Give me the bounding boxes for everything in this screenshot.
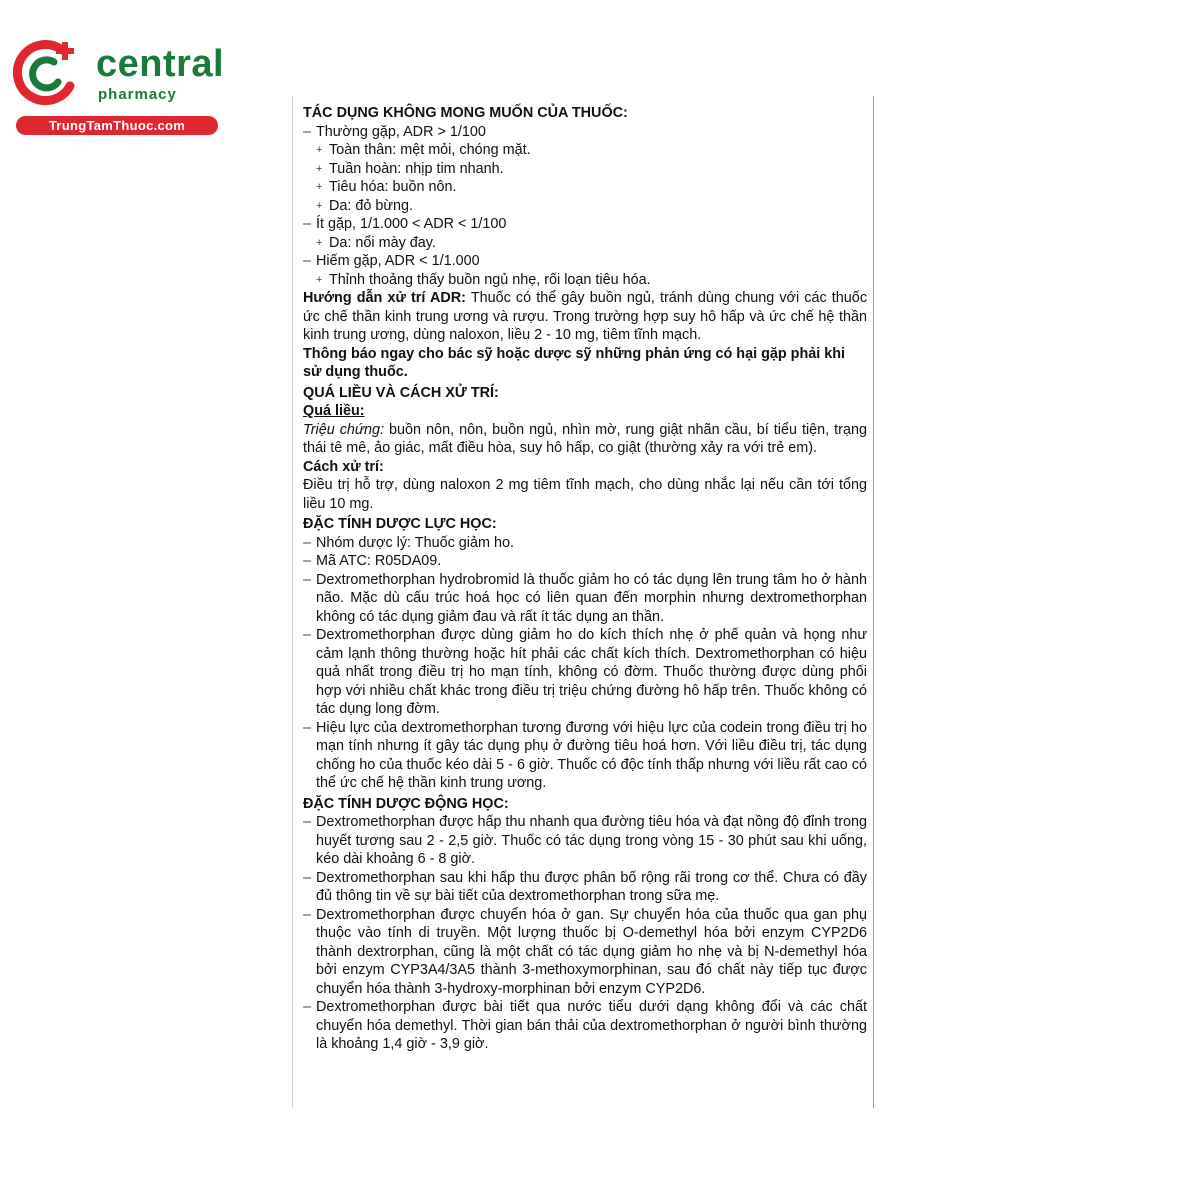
list-item: – Dextromethorphan được chuyển hóa ở gan. Sự chuyển hóa của thuốc qua gan phụ thuộc vào tính di truyền. Một lượng thuốc bị O-demethyl hóa bởi enzym CYP2D6 thành dextrorphan, cũng là một chất có tác dụng giảm ho nhẹ và bị N-demethyl hóa bởi enzym CYP3A4/3A5 thành 3-methoxymorphinan, sau đó chất này tiếp tục được chuyển hóa thành 3-hydroxy-morphinan bởi enzym CYP2D6.	[303, 906, 867, 999]
list-item: – Ít gặp, 1/1.000 < ADR < 1/100	[303, 215, 867, 234]
adr-label: Hướng dẫn xử trí ADR:	[303, 290, 466, 306]
list-subitem: + Da: đỏ bừng.	[303, 197, 867, 216]
list-subitem: + Tuần hoàn: nhịp tim nhanh.	[303, 160, 867, 179]
adr-notice: Thông báo ngay cho bác sỹ hoặc dược sỹ những phản ứng có hại gặp phải khi sử dụng thuốc.	[303, 345, 846, 380]
list-subitem: + Tiêu hóa: buồn nôn.	[303, 178, 867, 197]
leaflet-content	[303, 102, 867, 1054]
list-item: – Hiệu lực của dextromethorphan tương đương với hiệu lực của codein trong điều trị ho mạn tính nhưng ít gây tác dụng phụ ở đường tiêu hoá hơn. Với liều điều trị, tác dụng chống ho của thuốc kéo dài 5 - 6 giờ. Thuốc có độc tính thấp nhưng với liều rất cao có thể ức chế hệ thần kinh trung ương.	[303, 719, 867, 793]
symptoms-paragraph	[303, 421, 867, 458]
symptoms-text: buồn nôn, nôn, buồn ngủ, nhìn mờ, rung giật nhãn cầu, bí tiểu tiện, trạng thái tê mê, ảo giác, mất điều hòa, suy hô hấp, co giật (thường xảy ra với trẻ em).	[303, 421, 867, 456]
list-item: – Dextromethorphan được hấp thu nhanh qua đường tiêu hóa và đạt nồng độ đỉnh trong huyết tương sau 2 - 2,5 giờ. Thuốc có tác dụng trong vòng 15 - 30 phút sau khi uống, kéo dài khoảng 6 - 8 giờ.	[303, 813, 867, 869]
brand-subtitle: pharmacy	[98, 86, 177, 103]
brand-name: central	[96, 43, 225, 85]
list-item: – Mã ATC: R05DA09.	[303, 552, 867, 571]
leaflet-panel	[292, 96, 874, 1108]
adr-paragraph	[303, 289, 867, 345]
treatment-label: Cách xử trí:	[303, 458, 384, 475]
symptoms-label: Triệu chứng:	[303, 421, 385, 438]
list-item: – Dextromethorphan sau khi hấp thu được phân bố rộng rãi trong cơ thể. Chưa có đầy đủ thông tin về sự bài tiết của dextromethorphan trong sữa mẹ.	[303, 869, 867, 906]
brand-website: TrungTamThuoc.com	[16, 116, 218, 135]
list-item: – Dextromethorphan được dùng giảm ho do kích thích nhẹ ở phế quản và họng như cảm lạnh thông thường hoặc hít phải các chất kích thích. Dextromethorphan có hiệu quả nhất trong điều trị ho mạn tính, không có đờm. Thuốc thường được dùng phối hợp với nhiều chất khác trong điều trị triệu chứng đường hô hấp trên. Thuốc không có tác dụng long đờm.	[303, 626, 867, 719]
section-title-pharmacokinetics: ĐẶC TÍNH DƯỢC ĐỘNG HỌC:	[303, 795, 509, 812]
treatment-text: Điều trị hỗ trợ, dùng naloxon 2 mg tiêm tĩnh mạch, cho dùng nhắc lại nếu cần tới tổng liều 10 mg.	[303, 477, 867, 512]
list-item: – Thường gặp, ADR > 1/100	[303, 123, 867, 142]
list-subitem: + Thỉnh thoảng thấy buồn ngủ nhẹ, rối loạn tiêu hóa.	[303, 271, 867, 290]
list-subitem: + Toàn thân: mệt mỏi, chóng mặt.	[303, 141, 867, 160]
adr-text: Thuốc có thể gây buồn ngủ, tránh dùng chung với các thuốc ức chế thần kinh trung ương và rượu. Trong trường hợp suy hô hấp và ức chế hệ thần kinh trung ương, dùng naloxon, liều 2 - 10 mg, tiêm tĩnh mạch.	[303, 290, 868, 343]
central-pharmacy-logo-icon	[10, 36, 82, 108]
section-title-overdose: QUÁ LIỀU VÀ CÁCH XỬ TRÍ:	[303, 384, 499, 401]
list-item: – Hiếm gặp, ADR < 1/1.000	[303, 252, 867, 271]
section-title-side-effects: TÁC DỤNG KHÔNG MONG MUỐN CỦA THUỐC:	[303, 105, 628, 121]
overdose-label: Quá liều:	[303, 403, 365, 419]
list-item: – Dextromethorphan được bài tiết qua nước tiểu dưới dạng không đổi và các chất chuyển hóa demethyl. Thời gian bán thải của dextromethorphan ở người bình thường là khoảng 1,4 giờ - 3,9 giờ.	[303, 998, 867, 1054]
list-subitem: + Da: nổi mày đay.	[303, 234, 867, 253]
section-title-pharmacodynamics: ĐẶC TÍNH DƯỢC LỰC HỌC:	[303, 516, 497, 532]
list-item: – Dextromethorphan hydrobromid là thuốc giảm ho có tác dụng lên trung tâm ho ở hành não. Mặc dù cấu trúc hoá học có liên quan đến morphin nhưng dextromethorphan không có tác dụng giảm đau và rất ít tác dụng an thần.	[303, 571, 867, 627]
list-item: – Nhóm dược lý: Thuốc giảm ho.	[303, 534, 867, 553]
brand-logo[interactable]	[10, 36, 225, 136]
